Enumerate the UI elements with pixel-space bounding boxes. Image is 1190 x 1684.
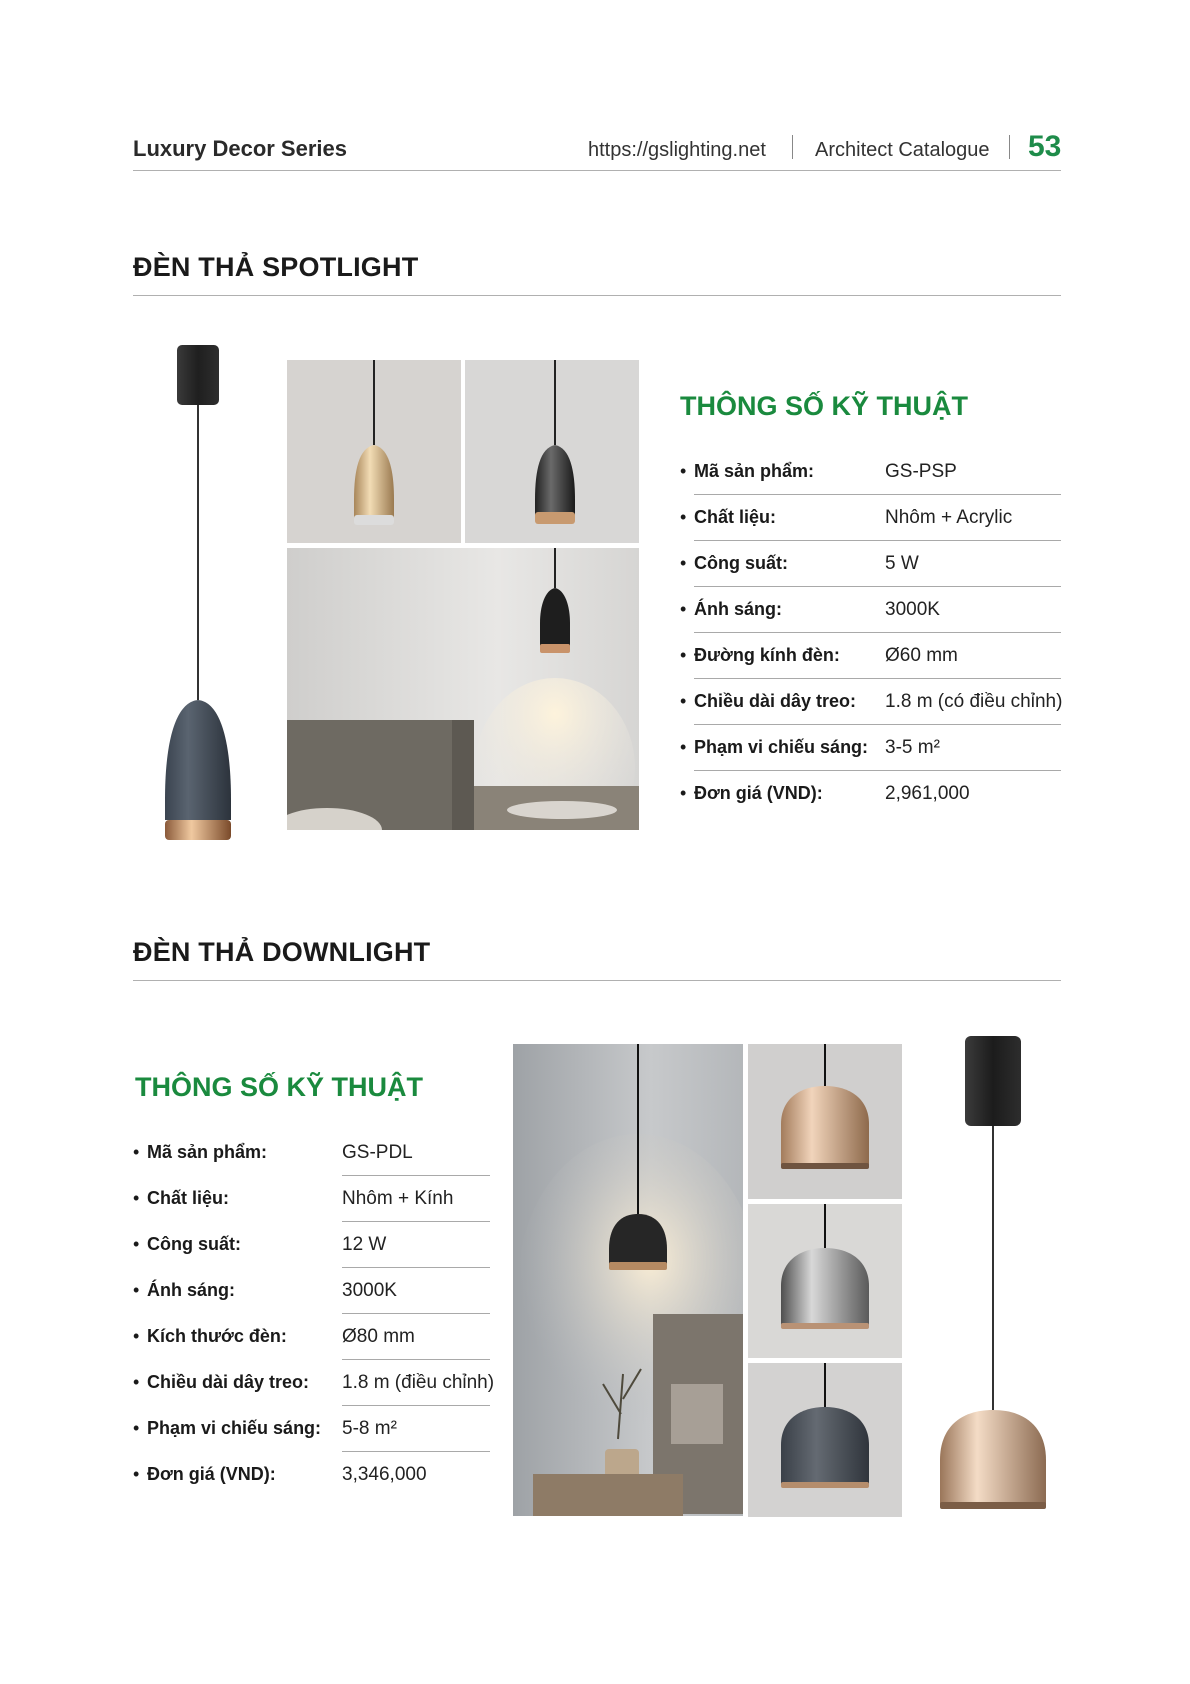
spec-row: • Mã sản phẩm: GS-PSP: [680, 449, 1061, 495]
spec-label: Chất liệu:: [147, 1188, 230, 1208]
spotlight-product-image: [150, 340, 310, 850]
spec-label: Đơn giá (VND):: [694, 783, 823, 803]
spec-label: Mã sản phẩm:: [147, 1142, 268, 1162]
spec-row: • Chất liệu: Nhôm + Acrylic: [680, 495, 1061, 541]
spec-row: • Chiều dài dây treo: 1.8 m (có điều chỉnh): [680, 679, 1061, 725]
spec-label: Mã sản phẩm:: [694, 461, 815, 481]
spec-table-spotlight: [680, 449, 1061, 817]
spec-label: Công suất:: [147, 1234, 241, 1254]
section-title-downlight: ĐÈN THẢ DOWNLIGHT: [133, 937, 431, 967]
spec-value: 1.8 m (điều chỉnh): [342, 1372, 495, 1393]
downlight-product-image: [930, 1030, 1070, 1520]
spec-value: 1.8 m (có điều chỉnh): [885, 691, 1063, 712]
spec-value: Ø60 mm: [885, 645, 958, 666]
downlight-gold-photo: [748, 1044, 902, 1199]
spec-row: • Chiều dài dây treo: 1.8 m (điều chỉnh): [133, 1360, 490, 1406]
downlight-black-photo: [748, 1363, 902, 1517]
spec-value: 3-5 m²: [885, 737, 940, 758]
spec-title-spotlight: THÔNG SỐ KỸ THUẬT: [680, 391, 968, 421]
spotlight-black-photo: [465, 360, 639, 543]
spec-value: 3,346,000: [342, 1464, 427, 1485]
section-rule: [133, 980, 1061, 981]
page-number: 53: [1028, 130, 1062, 163]
website-link[interactable]: https://gslighting.net: [588, 139, 766, 161]
spec-label: Phạm vi chiếu sáng:: [694, 737, 869, 757]
spec-row: • Ánh sáng: 3000K: [680, 587, 1061, 633]
spec-title-downlight: THÔNG SỐ KỸ THUẬT: [135, 1072, 423, 1102]
spec-row: • Công suất: 5 W: [680, 541, 1061, 587]
spec-value: 2,961,000: [885, 783, 970, 804]
header-divider: [792, 135, 793, 159]
spec-label: Kích thước đèn:: [147, 1326, 287, 1346]
spec-value: 3000K: [885, 599, 940, 620]
spec-row: • Mã sản phẩm: GS-PDL: [133, 1130, 490, 1176]
spec-label: Đường kính đèn:: [694, 645, 840, 665]
spec-label: Chiều dài dây treo:: [147, 1372, 310, 1392]
series-title: Luxury Decor Series: [133, 136, 347, 161]
spotlight-room-photo: [287, 548, 639, 830]
spec-value: Ø80 mm: [342, 1326, 415, 1347]
spec-label: Chất liệu:: [694, 507, 777, 527]
spec-row: • Phạm vi chiếu sáng: 3-5 m²: [680, 725, 1061, 771]
spec-label: Ánh sáng:: [147, 1280, 235, 1300]
section-title-spotlight: ĐÈN THẢ SPOTLIGHT: [133, 252, 419, 282]
spec-value: Nhôm + Acrylic: [885, 507, 1013, 528]
spec-row: • Chất liệu: Nhôm + Kính: [133, 1176, 490, 1222]
spec-row: • Đơn giá (VND): 3,346,000: [133, 1464, 427, 1485]
spotlight-gold-photo: [287, 360, 461, 543]
spec-label: Phạm vi chiếu sáng:: [147, 1418, 322, 1438]
header-divider: [1009, 135, 1010, 159]
spec-label: Ánh sáng:: [694, 599, 782, 619]
spec-row: • Công suất: 12 W: [133, 1222, 490, 1268]
downlight-chrome-photo: [748, 1204, 902, 1358]
spec-row: • Kích thước đèn: Ø80 mm: [133, 1314, 490, 1360]
catalogue-name: Architect Catalogue: [815, 139, 990, 161]
spec-value: 12 W: [342, 1234, 387, 1255]
spec-value: 5-8 m²: [342, 1418, 397, 1439]
spec-label: Đơn giá (VND):: [147, 1464, 276, 1484]
spec-row: • Đơn giá (VND): 2,961,000: [680, 783, 970, 804]
header-rule: [133, 170, 1061, 171]
spec-row: • Phạm vi chiếu sáng: 5-8 m²: [133, 1406, 490, 1452]
spec-table-downlight: [133, 1130, 495, 1498]
downlight-room-photo: [513, 1044, 743, 1516]
spec-value: 3000K: [342, 1280, 397, 1301]
spec-value: 5 W: [885, 553, 919, 574]
spec-value: GS-PDL: [342, 1142, 413, 1163]
spec-label: Công suất:: [694, 553, 788, 573]
spec-row: • Đường kính đèn: Ø60 mm: [680, 633, 1061, 679]
spec-row: • Ánh sáng: 3000K: [133, 1268, 490, 1314]
spec-label: Chiều dài dây treo:: [694, 691, 857, 711]
spec-value: GS-PSP: [885, 461, 957, 482]
spec-value: Nhôm + Kính: [342, 1188, 454, 1209]
section-rule: [133, 295, 1061, 296]
